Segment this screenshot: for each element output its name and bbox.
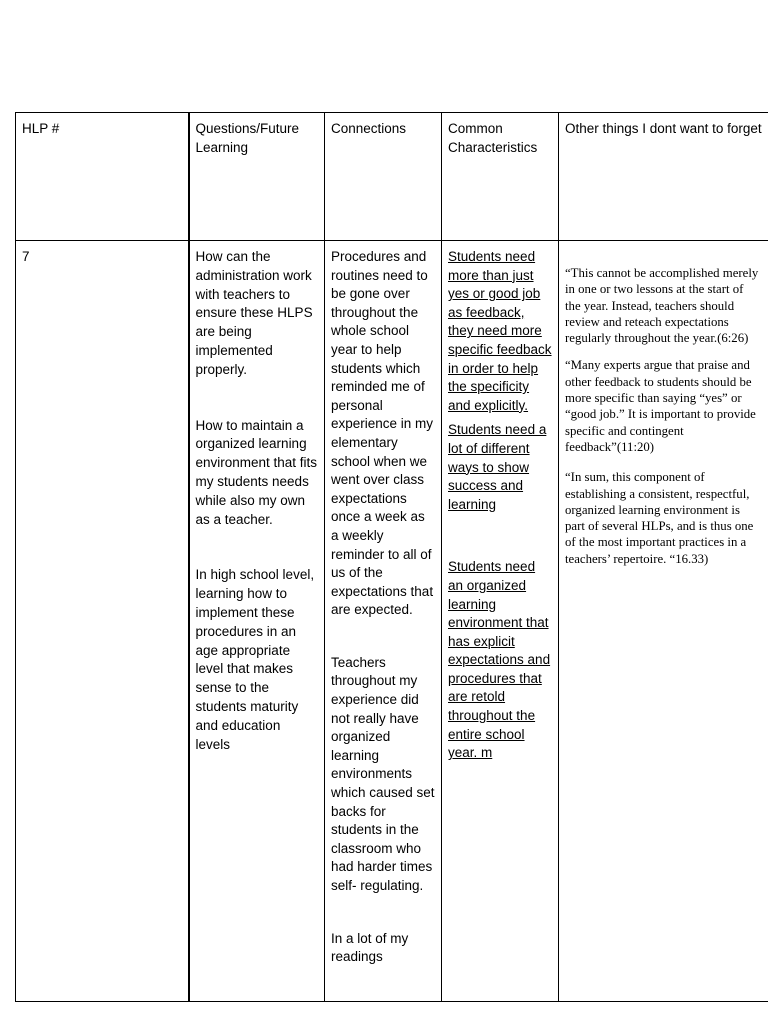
- other-cell: [559, 241, 768, 1002]
- connection-item: Procedures and routines need to be gone over throughout the whole school year to help students which reminded me of personal experience in my elementary school when we went over class expectations once a week as a weekly reminder to all of us of the expectations that are expected.: [331, 249, 434, 618]
- questions-cell: [189, 241, 325, 1002]
- quote-item: “In sum, this component of establishing a consistent, respectful, organized learning environment is part of several HLPs, and is thus one of the most important practices in a teachers’ repertoire. “16.33): [565, 470, 754, 566]
- quote-item: “This cannot be accomplished merely in one or two lessons at the start of the year. Instead, teachers should review and reteach expectations regularly throughout the year.(6:26): [565, 266, 759, 346]
- question-item: In high school level, learning how to implement these procedures in an age appropriate level that makes sense to the students maturity and education levels: [195, 567, 315, 752]
- connections-cell: [325, 241, 442, 1002]
- characteristic-item: Students need an organized learning environment that has explicit expectations and procedures that are retold throughout the entire school year. m: [448, 559, 551, 761]
- characteristics-cell: [442, 241, 559, 1002]
- hlp-table: [15, 112, 768, 1002]
- header-connections: Connections: [325, 113, 442, 241]
- header-other: Other things I dont want to forget: [559, 113, 768, 241]
- table-row: [16, 241, 768, 1002]
- header-row: [16, 113, 768, 241]
- characteristic-item: Students need more than just yes or good job as feedback, they need more specific feedback in order to help the specificity and explicitly.: [448, 249, 552, 413]
- header-questions: Questions/Future Learning: [189, 113, 325, 241]
- characteristic-item: Students need a lot of different ways to show success and learning: [448, 422, 547, 512]
- question-item: How to maintain a organized learning environment that fits my students needs while also my own as a teacher.: [195, 417, 318, 527]
- connection-item: In a lot of my readings: [331, 930, 409, 965]
- header-hlp-number: HLP #: [16, 113, 189, 241]
- quote-item: “Many experts argue that praise and other feedback to students should be more specific than saying “yes” or “good job.” It is important to provide specific and contingent feedback”(11:20): [565, 358, 756, 454]
- hlp-number-cell: 7: [16, 241, 189, 1002]
- connection-item: Teachers throughout my experience did not really have organized learning environments which caused set backs for students in the classroom who had harder times self- regulating.: [331, 654, 435, 893]
- header-characteristics: Common Characteristics: [442, 113, 559, 241]
- question-item: How can the administration work with teachers to ensure these HLPS are being implemented properly.: [195, 249, 313, 377]
